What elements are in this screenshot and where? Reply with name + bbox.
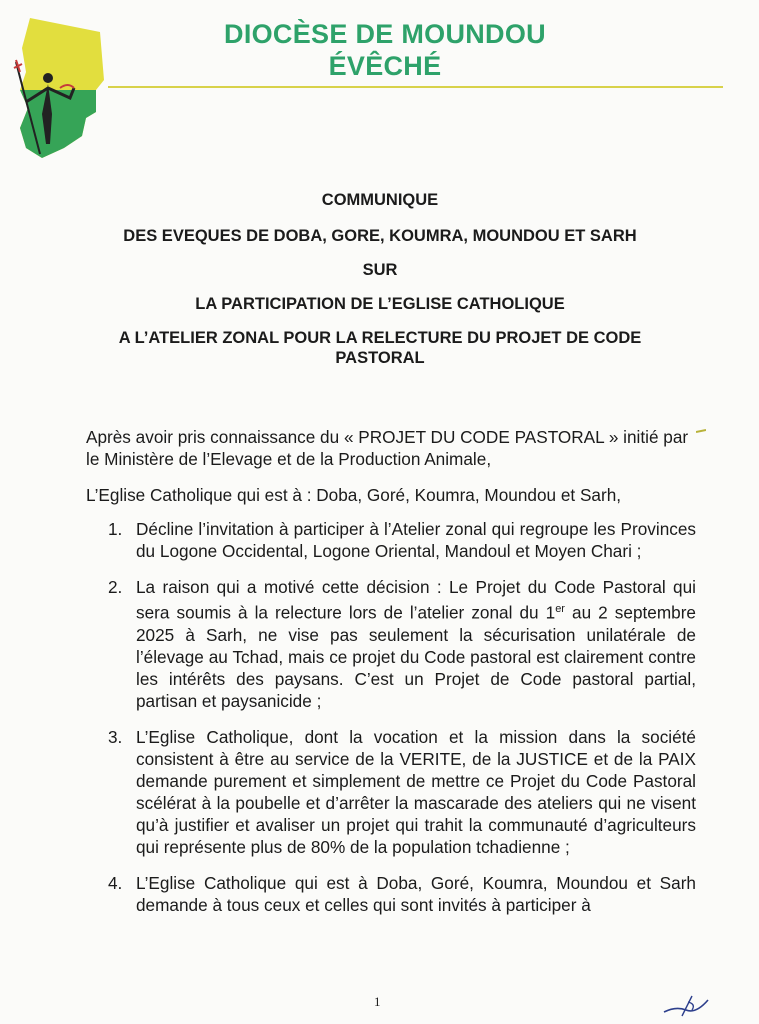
list-number: 3. <box>108 726 123 747</box>
list-text: Décline l’invitation à participer à l’Atelier zonal qui regroupe les Provinces du Logone Occidental, Logone Oriental, Mandoul et Moyen Chari ; <box>136 519 696 561</box>
diocese-title: DIOCÈSE DE MOUNDOU <box>224 19 546 49</box>
header-rule <box>108 86 723 88</box>
intro-church-line: L’Eglise Catholique qui est à : Doba, Goré, Koumra, Moundou et Sarh, <box>86 485 622 505</box>
list-text-superscript: er <box>555 603 565 615</box>
intro-paragraph: Après avoir pris connaissance du « PROJET DU CODE PASTORAL » initié par le Ministère de l’Elevage et de la Production Animale, <box>86 427 689 469</box>
numbered-list <box>86 518 696 930</box>
list-item <box>86 518 696 562</box>
list-item <box>86 726 696 858</box>
eveche-subtitle: ÉVÊCHÉ <box>328 51 442 81</box>
title-line-bishops: DES EVEQUES DE DOBA, GORE, KOUMRA, MOUNDOU ET SARH <box>123 227 637 245</box>
title-line-sur: SUR <box>362 261 398 279</box>
pen-mark-icon <box>696 428 706 434</box>
list-text: L’Eglise Catholique, dont la vocation et la mission dans la société consistent à être au service de la VERITE, de la JUSTICE et de la PAIX demande purement et simplement de mettre ce Projet du Code Pastoral scélérat à la poubelle et d’arrêter la mascarade des ateliers qui ne visent qu’à justifier et avaliser un projet qui trahit la communauté d’agriculteurs qui représente plus de 80% de la population tchadienne ; <box>136 726 696 857</box>
list-text-part2: au 2 septembre 2025 à Sarh, ne vise pas seulement la sécurisation unilatérale de l’élevage au Tchad, mais ce projet du Code pastoral est clairement contre les intérêts des paysans. C’est un Projet de Code pastoral partial, partisan et paysanicide ; <box>136 602 696 711</box>
title-line-communique: COMMUNIQUE <box>321 191 439 209</box>
title-line-atelier: A L’ATELIER ZONAL POUR LA RELECTURE DU PROJET DE CODE PASTORAL <box>118 329 642 367</box>
list-text-part1: La raison qui a motivé cette décision : Le Projet du Code Pastoral qui sera soumis à la relecture lors de l’atelier zonal du 1 <box>136 577 696 623</box>
list-number: 4. <box>108 872 123 893</box>
page-number: 1 <box>374 994 381 1009</box>
chad-map-crucifix-logo <box>12 18 112 163</box>
list-number: 2. <box>108 577 123 597</box>
list-item <box>86 576 696 712</box>
list-number: 1. <box>108 519 123 539</box>
title-line-participation: LA PARTICIPATION DE L’EGLISE CATHOLIQUE <box>195 295 565 313</box>
diocese-name <box>150 18 620 82</box>
initials-signature <box>662 992 712 1018</box>
letterhead <box>0 0 759 170</box>
list-item <box>86 872 696 916</box>
list-text: L’Eglise Catholique qui est à Doba, Goré, Koumra, Moundou et Sarh demande à tous ceux et celles qui sont invités à participer à <box>136 872 696 915</box>
